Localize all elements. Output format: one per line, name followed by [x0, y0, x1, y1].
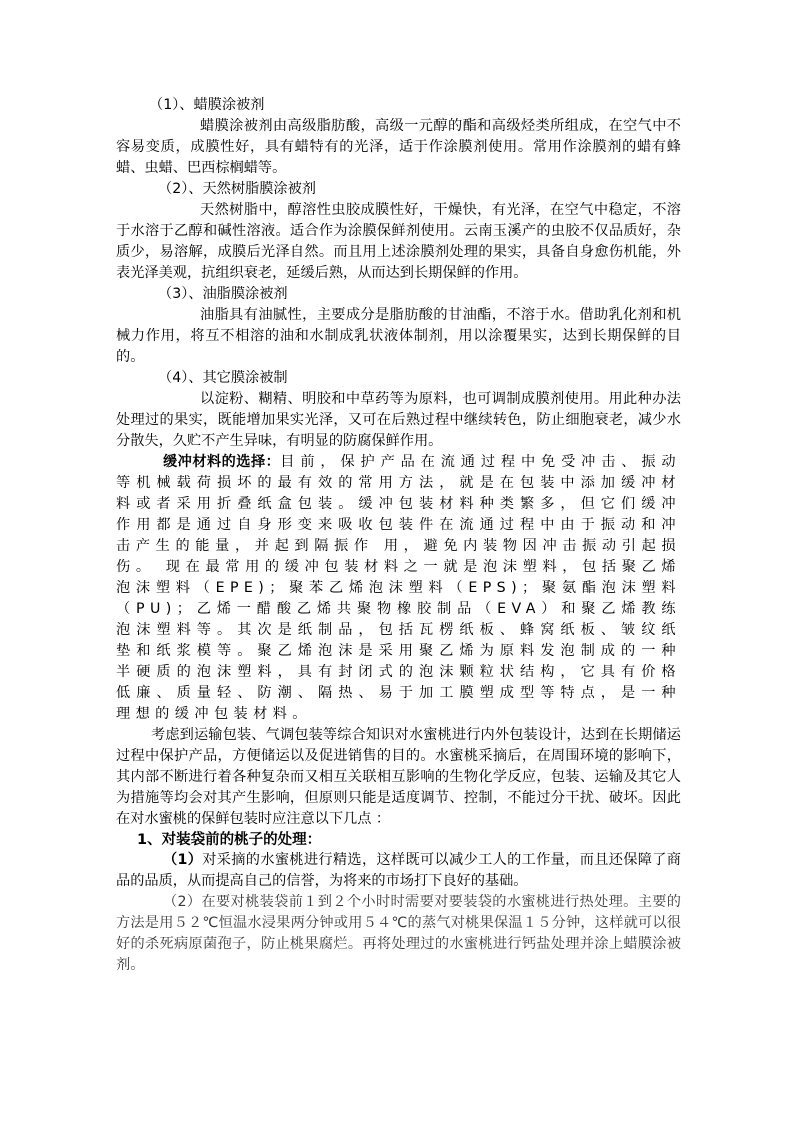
buffer-material-body: 目前，保护产品在流通过程中免受冲击、振动等机械载荷损坏的最有效的常用方法，就是在包装中添加缓冲材料或者采用折叠纸盒包装。缓冲包装材料种类繁多，但它们缓冲作用都是通过自身形变来吸收包装件在流通过程中由于振动和冲击产生的能量，并起到隔振作 用，避免内装物因冲击振动引起损伤。 现在最常用的缓冲包装材料之一就是泡沫塑料，包括聚乙烯泡沫塑料（EPE)；聚苯乙烯泡沫塑料（EPS)；聚氨酯泡沫塑料（PU)；乙烯一醋酸乙烯共聚物橡胶制品（EVA）和聚乙烯教练泡沫塑料等。其次是纸制品，包括瓦楞纸板、蜂窝纸板、皱纹纸垫和纸浆模等。聚乙烯泡沫是采用聚乙烯为原料发泡制成的一种半硬质的泡沫塑料，具有封闭式的泡沫颗粒状结构，它具有价格低廉、质量轻、防潮、隔热、易于加工膜塑成型等特点，是一种理想的缓冲包装材料。	[116, 454, 681, 722]
section-2-heading: （2）、天然树脂膜涂被剂	[158, 181, 316, 197]
buffer-material-title: 缓冲材料的选择：	[163, 454, 281, 470]
heading-peach-pretreatment: 1、对装袋前的桃子的处理：	[137, 832, 322, 848]
item-1-paragraph	[116, 850, 681, 892]
section-1-heading: （1）、蜡膜涂被剂	[149, 97, 265, 113]
section-4-heading: （4）、其它膜涂被制	[158, 370, 288, 386]
item-1-number: （1）	[163, 852, 203, 868]
item-1-body: 对采摘的水蜜桃进行精选，这样既可以减少工人的工作量，而且还保障了商品的品质，从而提高自己的信誉，为将来的市场打下良好的基础。	[116, 852, 681, 889]
item-2-paragraph: （2）在要对桃装袋前１到２个小时时需要对要装袋的水蜜桃进行热处理。主要的方法是用５２℃恒温水浸果两分钟或用５４℃的蒸气对桃果保温１５分钟，这样就可以很好的杀死病原菌孢子，防止桃果腐烂。再将处理过的水蜜桃进行钙盐处理并涂上蜡膜涂被剂。	[116, 894, 681, 973]
section-3-heading: （3）、油脂膜涂被剂	[158, 286, 288, 302]
buffer-material-paragraph	[116, 452, 681, 725]
section-4-body: 以淀粉、糊精、明胶和中草药等为原料，也可调制成膜剂使用。用此种办法处理过的果实，既能增加果实光泽，又可在后熟过程中继续转色，防止细胞衰老，减少水分散失，久贮不产生异味，有明显的防腐保鲜作用。	[116, 391, 681, 449]
document-page	[116, 95, 681, 976]
section-3-body: 油脂具有油腻性，主要成分是脂肪酸的甘油酯，不溶于水。借助乳化剂和机械力作用，将互不相溶的油和水制成乳状液体制剂，用以涂覆果实，达到长期保鲜的目的。	[116, 307, 681, 365]
section-2-body: 天然树脂中，醇溶性虫胶成膜性好，干燥快，有光泽，在空气中稳定，不溶于水溶于乙醇和碱性溶液。适合作为涂膜保鲜剂使用。云南玉溪产的虫胶不仅品质好，杂质少，易溶解，成膜后光泽自然。而且用上述涂膜剂处理的果实，具备自身愈伤机能，外表光泽美观，抗组织衰老，延缓后熟，从而达到长期保鲜的作用。	[116, 202, 681, 281]
section-1-body: 蜡膜涂被剂由高级脂肪酸，高级一元醇的酯和高级烃类所组成，在空气中不容易变质，成膜性好，具有蜡特有的光泽，适于作涂膜剂使用。常用作涂膜剂的蜡有蜂蜡、虫蜡、巴西棕榈蜡等。	[116, 118, 681, 176]
consideration-paragraph: 考虑到运输包装、气调包装等综合知识对水蜜桃进行内外包装设计，达到在长期储运过程中保护产品，方便储运以及促进销售的目的。水蜜桃采摘后，在周围环境的影响下，其内部不断进行着各种复杂而又相互关联相互影响的生物化学反应，包装、运输及其它人为措施等均会对其产生影响，但原则只能是适度调节、控制，不能过分干扰、破坏。因此在对水蜜桃的保鲜包装时应注意以下几点 ：	[116, 727, 681, 827]
